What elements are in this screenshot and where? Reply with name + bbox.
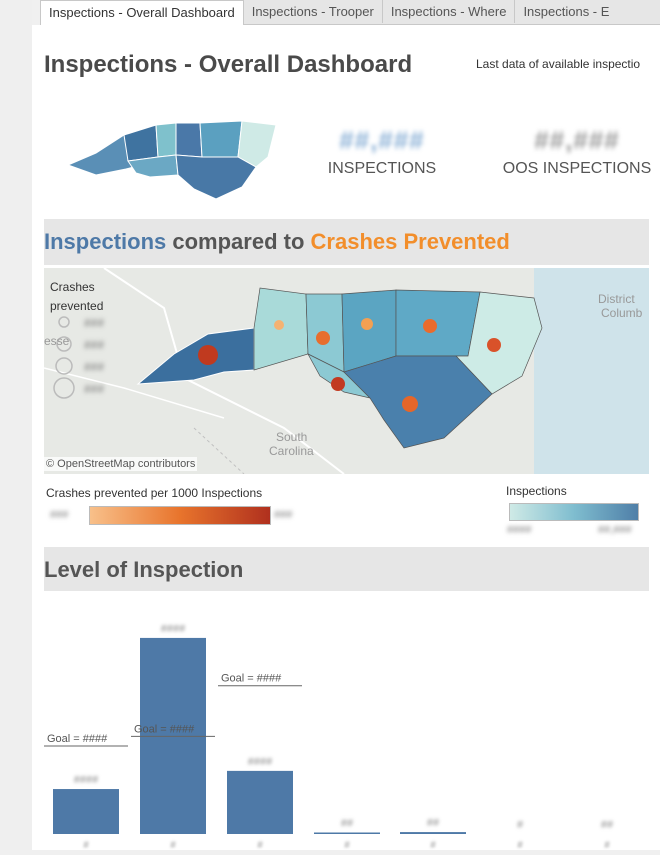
bar[interactable] — [53, 789, 119, 834]
bar-value-label: #### — [73, 774, 99, 787]
section-banner-map — [44, 219, 649, 265]
map-label-carolina: Carolina — [269, 444, 314, 458]
goal-label: Goal = #### — [47, 733, 108, 745]
color-legend-bar — [89, 506, 271, 525]
crash-bubble[interactable] — [198, 345, 218, 365]
level-title: Level of Inspection — [44, 557, 244, 582]
nc-mini-map[interactable] — [66, 117, 278, 201]
size-legend-value: ### — [84, 316, 105, 330]
kpi-inspections-value: ##,### — [339, 125, 425, 155]
kpi-inspections — [322, 125, 442, 178]
bar-value-label: ## — [340, 817, 354, 830]
crash-bubble[interactable] — [361, 318, 373, 330]
bar-value-label: ## — [600, 819, 614, 831]
size-legend-value: ### — [84, 338, 105, 352]
dashboard-sheet — [32, 25, 660, 850]
page-title: Inspections - Overall Dashboard — [44, 51, 413, 78]
title-compared: compared to — [172, 229, 305, 254]
bar-value-label: #### — [160, 622, 186, 635]
bar-value-label: # — [516, 819, 524, 831]
title-crashes: Crashes Prevented — [310, 229, 510, 254]
color-legend-max: ### — [274, 509, 293, 521]
color-legend-title: Crashes prevented per 1000 Inspections — [46, 486, 263, 500]
category-tick-label: # — [344, 840, 350, 850]
section-banner-level — [44, 547, 649, 591]
category-tick-label: # — [604, 840, 610, 850]
tab-where[interactable]: Inspections - Where — [383, 0, 516, 23]
crash-bubble[interactable] — [402, 396, 418, 412]
insp-legend-bar — [509, 503, 639, 521]
bar[interactable] — [314, 833, 380, 835]
tab-e[interactable]: Inspections - E — [523, 4, 610, 19]
category-tick-label: # — [170, 840, 176, 850]
kpi-inspections-label: INSPECTIONS — [327, 160, 437, 177]
kpi-oos-inspections — [502, 125, 652, 178]
crash-bubble[interactable] — [331, 377, 345, 391]
crash-bubble[interactable] — [423, 319, 437, 333]
level-of-inspection-chart — [44, 591, 649, 850]
map-label-columbia: Columb — [601, 306, 643, 320]
kpi-oos-value: ##,### — [534, 125, 620, 155]
category-tick-label: # — [83, 840, 89, 850]
insp-legend-min: #### — [507, 524, 532, 536]
category-tick-label: # — [430, 840, 436, 850]
last-data-text: Last data of available inspectio — [476, 57, 641, 71]
insp-legend-title: Inspections — [506, 484, 567, 498]
size-legend-value: ### — [84, 382, 105, 396]
title-inspections: Inspections — [44, 229, 167, 254]
category-tick-label: # — [257, 840, 263, 850]
tab-overall-dashboard[interactable]: Inspections - Overall Dashboard — [40, 0, 244, 25]
kpi-oos-label: OOS INSPECTIONS — [502, 160, 652, 177]
map-label-west: esse — [44, 334, 70, 348]
tab-trooper[interactable]: Inspections - Trooper — [244, 0, 383, 23]
left-gutter — [0, 0, 32, 850]
map-label-south: South — [276, 430, 308, 444]
bar-value-label: ## — [426, 817, 440, 830]
crash-bubble[interactable] — [487, 338, 501, 352]
goal-label: Goal = #### — [134, 723, 195, 736]
size-legend-value: ### — [84, 360, 105, 374]
bar[interactable] — [227, 771, 293, 834]
crash-bubble[interactable] — [316, 331, 330, 345]
bar-value-label: #### — [247, 755, 273, 768]
bar-chart-svg — [44, 591, 649, 850]
size-legend-title: Crashes prevented — [50, 280, 104, 313]
goal-label: Goal = #### — [221, 672, 282, 685]
category-tick-label: # — [517, 840, 523, 850]
map-attribution[interactable]: © OpenStreetMap contributors — [46, 458, 196, 470]
insp-legend-max: ##,### — [598, 524, 632, 536]
inspections-crashes-map[interactable] — [44, 268, 649, 474]
sheet-tabs — [40, 0, 660, 25]
crash-bubble[interactable] — [274, 320, 284, 330]
bar[interactable] — [400, 832, 466, 834]
color-legend-min: ### — [50, 509, 69, 521]
map-label-district: District — [598, 292, 635, 306]
